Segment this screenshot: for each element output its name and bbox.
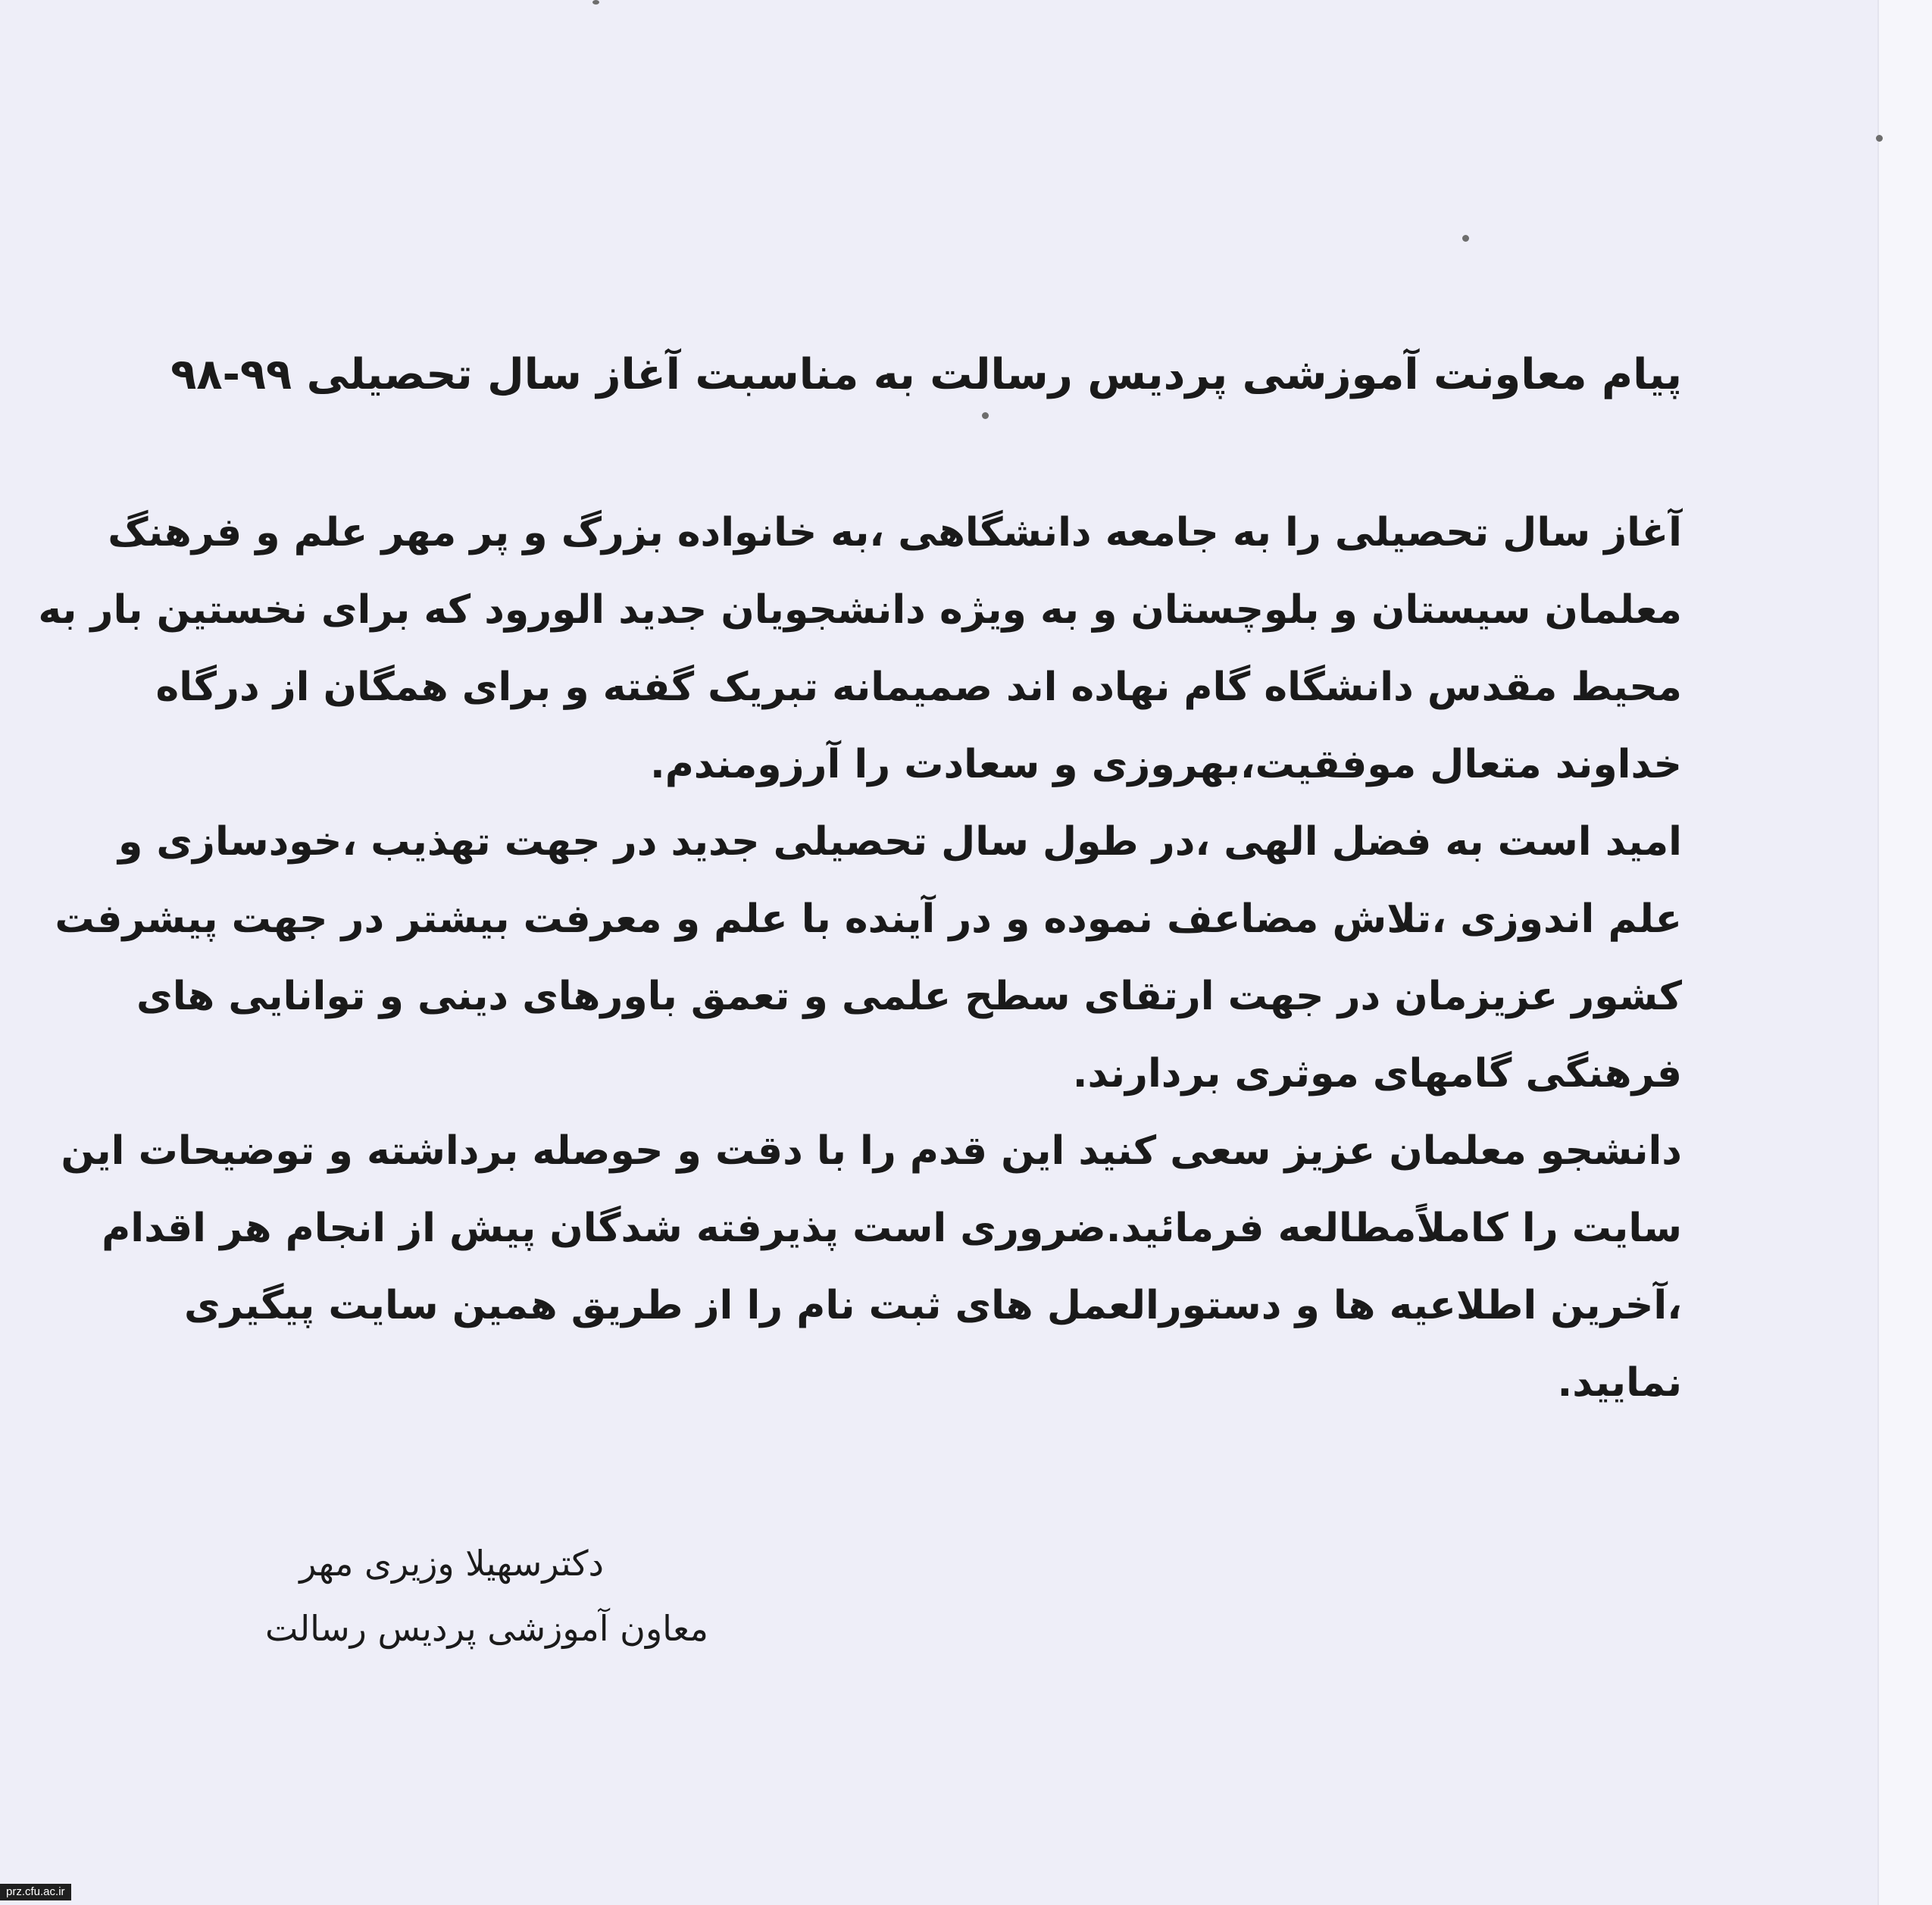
watermark-badge: prz.cfu.ac.ir: [0, 1884, 71, 1900]
signature-title: معاون آموزشی پردیس رسالت: [264, 1608, 708, 1649]
paragraph-line: معلمان سیستان و بلوچستان و به ویژه دانشجویان جدید الورود که برای نخستین بار به: [38, 587, 1682, 633]
paragraph-line: نمایید.: [1557, 1360, 1682, 1406]
paragraph-line: آغاز سال تحصیلی را به جامعه دانشگاهی ،به خانواده بزرگ و پر مهر علم و فرهنگ: [108, 510, 1682, 555]
paragraph-line: ،آخرین اطلاعیه ها و دستورالعمل های ثبت نام را از طریق همین سایت پیگیری: [184, 1283, 1682, 1328]
paragraph-line: دانشجو معلمان عزیز سعی کنید این قدم را با دقت و حوصله برداشته و توضیحات این: [61, 1128, 1682, 1174]
scan-speck: [592, 0, 599, 5]
paragraph-line: خداوند متعال موفقیت،بهروزی و سعادت را آرزومندم.: [649, 742, 1682, 787]
paragraph-line: محیط مقدس دانشگاه گام نهاده اند صمیمانه تبریک گفته و برای همگان از درگاه: [155, 665, 1682, 710]
document-body: [38, 494, 1682, 1422]
paragraph-line: امید است به فضل الهی ،در طول سال تحصیلی جدید در جهت تهذیب ،خودسازی و: [117, 819, 1682, 865]
paragraph-line: فرهنگی گامهای موثری بردارند.: [1072, 1051, 1682, 1096]
paragraph-1: [38, 494, 1682, 803]
paragraph-line: کشور عزیزمان در جهت ارتقای سطح علمی و تعمق باورهای دینی و توانایی های: [136, 974, 1682, 1019]
signature-name: دکترسهیلا وزیری مهر: [299, 1543, 604, 1584]
paragraph-3: [61, 1112, 1682, 1422]
scan-speck: [1876, 135, 1883, 142]
scan-speck: [1462, 235, 1469, 242]
paragraph-line: سایت را کاملاًمطالعه فرمائید.ضروری است پذیرفته شدگان پیش از انجام هر اقدام: [102, 1206, 1682, 1251]
scan-speck: [982, 412, 989, 419]
paragraph-line: علم اندوزی ،تلاش مضاعف نموده و در آینده با علم و معرفت بیشتر در جهت پیشرفت: [55, 896, 1682, 942]
document-title: پیام معاونت آموزشی پردیس رسالت به مناسبت آغاز سال تحصیلی ۹۹-۹۸: [170, 350, 1682, 399]
paragraph-2: [55, 803, 1682, 1112]
page-edge: [1877, 0, 1932, 1905]
